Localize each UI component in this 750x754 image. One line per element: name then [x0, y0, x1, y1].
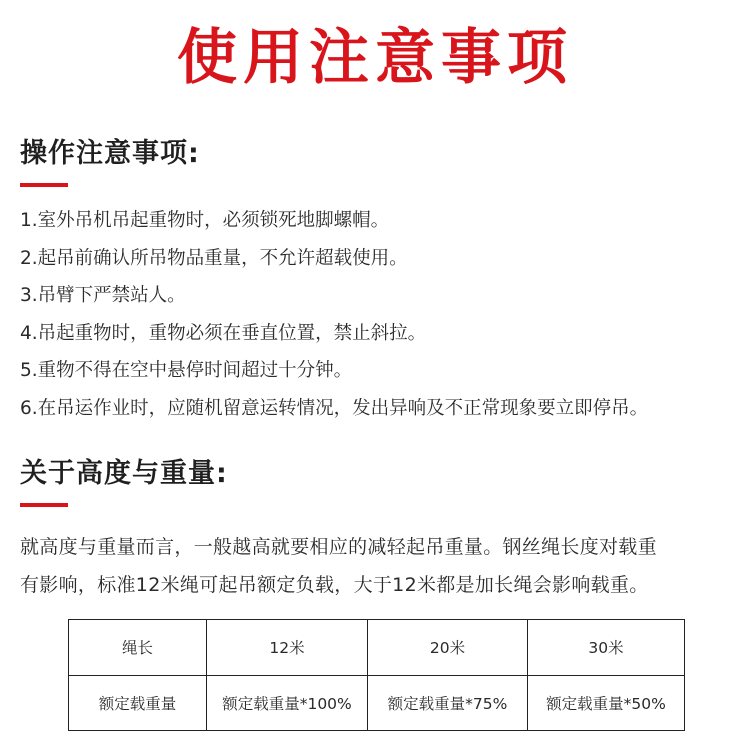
page-title: 使用注意事项	[177, 23, 573, 93]
paragraph-line: 就高度与重量而言，一般越高就要相应的减轻起吊重量。钢丝绳长度对载重	[20, 536, 657, 558]
list-item: 5.重物不得在空中悬停时间超过十分钟。	[20, 360, 353, 381]
table-cell: 额定载重量*50%	[528, 675, 685, 731]
table-cell: 额定载重量	[69, 675, 207, 731]
list-item: 4.吊起重物时，重物必须在垂直位置，禁止斜拉。	[20, 322, 427, 344]
table-cell: 绳长	[69, 620, 207, 676]
table-cell: 30米	[528, 620, 685, 676]
operation-rules-list	[20, 202, 648, 427]
list-item: 1.室外吊机吊起重物时，必须锁死地脚螺帽。	[20, 210, 390, 231]
height-weight-heading-underline	[20, 503, 68, 507]
height-weight-paragraph	[20, 528, 736, 604]
operation-heading-underline	[20, 183, 68, 187]
height-weight-heading: 关于高度与重量:	[20, 458, 228, 489]
operation-heading: 操作注意事项:	[20, 138, 200, 169]
list-item: 6.在吊运作业时，应随机留意运转情况，发出异响及不正常现象要立即停吊。	[20, 397, 649, 419]
table-row	[69, 675, 685, 731]
table-cell: 额定载重量*75%	[368, 675, 528, 731]
paragraph-line: 有影响，标准12米绳可起吊额定负载，大于12米都是加长绳会影响载重。	[20, 574, 649, 596]
load-capacity-table	[68, 619, 685, 731]
table-row	[69, 620, 685, 676]
table-cell: 额定载重量*100%	[207, 675, 368, 731]
table-cell: 20米	[368, 620, 528, 676]
table-cell: 12米	[207, 620, 368, 676]
list-item: 2.起吊前确认所吊物品重量，不允许超载使用。	[20, 247, 408, 269]
list-item: 3.吊臂下严禁站人。	[20, 285, 186, 306]
